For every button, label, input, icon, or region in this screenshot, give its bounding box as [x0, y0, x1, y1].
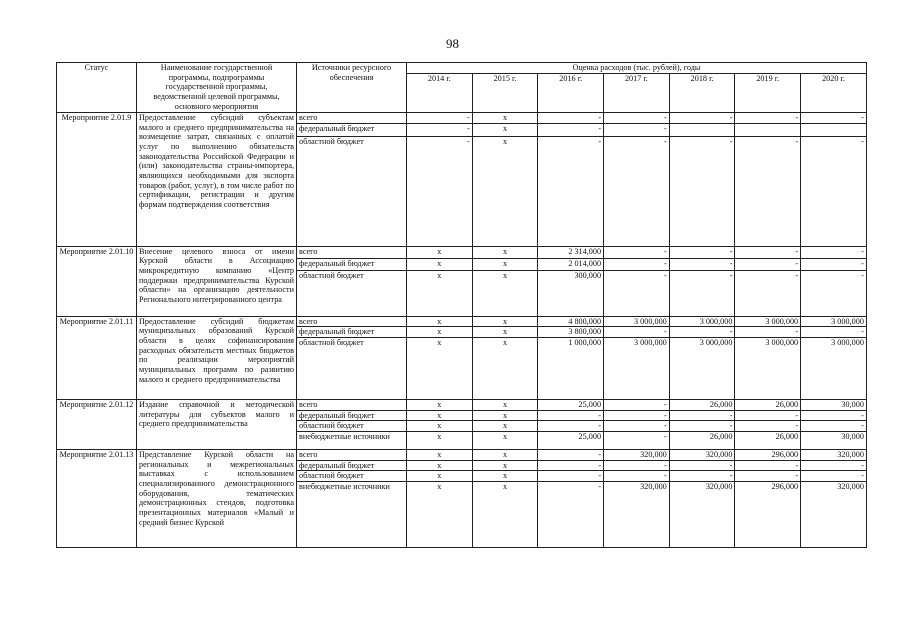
expense-value: -	[801, 421, 867, 432]
expense-value: 320,000	[669, 482, 735, 548]
table-row	[57, 113, 867, 124]
expense-value: -	[538, 136, 604, 246]
expense-value: 26,000	[669, 432, 735, 450]
expense-value: 3 000,000	[604, 338, 670, 400]
expense-value: 3 800,000	[538, 327, 604, 338]
expense-value: 320,000	[604, 482, 670, 548]
header-year: 2020 г.	[801, 74, 867, 113]
expense-value: -	[801, 136, 867, 246]
expense-value: -	[669, 327, 735, 338]
expense-value: 3 000,000	[604, 316, 670, 327]
expense-value: -	[407, 123, 473, 136]
header-year: 2019 г.	[735, 74, 801, 113]
measure-status: Мероприятие 2.01.11	[57, 316, 137, 399]
expense-value: -	[538, 482, 604, 548]
expense-value: х	[472, 113, 538, 124]
expense-value: 320,000	[801, 450, 867, 461]
expense-value: 296,000	[735, 450, 801, 461]
expense-value: -	[735, 327, 801, 338]
expense-value: 296,000	[735, 482, 801, 548]
expense-value: -	[735, 471, 801, 482]
header-estimate: Оценка расходов (тыс. рублей), годы	[407, 63, 867, 74]
expense-value: 26,000	[735, 400, 801, 411]
budget-table	[56, 62, 867, 548]
expense-value: х	[472, 400, 538, 411]
funding-source: всего	[297, 400, 407, 411]
header-year: 2018 г.	[669, 74, 735, 113]
funding-source: всего	[297, 450, 407, 461]
expense-value: -	[538, 460, 604, 471]
funding-source: областной бюджет	[297, 270, 407, 316]
header-year: 2017 г.	[604, 74, 670, 113]
expense-value: -	[801, 327, 867, 338]
expense-value: -	[604, 270, 670, 316]
expense-value: 3 000,000	[669, 316, 735, 327]
page-number: 98	[446, 36, 459, 51]
expense-value: -	[604, 471, 670, 482]
expense-value: х	[472, 410, 538, 421]
funding-source: федеральный бюджет	[297, 460, 407, 471]
expense-value: х	[407, 338, 473, 400]
funding-source: областной бюджет	[297, 421, 407, 432]
expense-value: 3 000,000	[735, 316, 801, 327]
expense-value: -	[538, 410, 604, 421]
expense-value: х	[407, 421, 473, 432]
expense-value: -	[669, 136, 735, 246]
expense-value: -	[538, 123, 604, 136]
expense-value: -	[407, 136, 473, 246]
expense-value: -	[407, 113, 473, 124]
expense-value: -	[604, 410, 670, 421]
expense-value: 3 000,000	[669, 338, 735, 400]
expense-value	[669, 123, 735, 136]
funding-source: всего	[297, 246, 407, 258]
expense-value: х	[472, 316, 538, 327]
funding-source: всего	[297, 316, 407, 327]
expense-value: 25,000	[538, 432, 604, 450]
expense-value: х	[472, 421, 538, 432]
expense-value: 320,000	[801, 482, 867, 548]
table-row	[57, 450, 867, 461]
expense-value: -	[801, 246, 867, 258]
expense-value: 4 800,000	[538, 316, 604, 327]
expense-value: 30,000	[801, 432, 867, 450]
funding-source: федеральный бюджет	[297, 123, 407, 136]
expense-value: -	[669, 410, 735, 421]
expense-value: -	[604, 400, 670, 411]
measure-description: Предоставление субсидий субъектам малого и среднего предпринимательства на возмещение затрат, связанных с оплатой услуг по выполнению обязательств законодательства Российской Федерации и (или) законодательства страны-импортера, являющихся необходимыми для экспорта товаров (работ, услуг), в том числе работ по сертификации, регистрации и другим формам подтверждения соответствия	[137, 113, 297, 247]
expense-value: х	[472, 482, 538, 548]
expense-value: -	[604, 113, 670, 124]
expense-value: 25,000	[538, 400, 604, 411]
funding-source: областной бюджет	[297, 136, 407, 246]
expense-value: -	[735, 258, 801, 270]
expense-value: -	[801, 258, 867, 270]
expense-value: х	[472, 338, 538, 400]
expense-value: х	[407, 450, 473, 461]
header-status: Статус	[57, 63, 137, 113]
expense-value: -	[801, 113, 867, 124]
expense-value: -	[669, 471, 735, 482]
measure-description: Представление Курской области на региональных и межрегиональных выставках с использованием специализированного демонстрационного оборудования, тематических демонстрационных стендов, подготовка презентационных материалов «Малый и средний бизнес Курской	[137, 450, 297, 548]
header-sources: Источники ресурсного обеспечения	[297, 63, 407, 113]
funding-source: внебюджетные источники	[297, 432, 407, 450]
expense-value: -	[604, 421, 670, 432]
expense-value: х	[472, 450, 538, 461]
measure-status: Мероприятие 2.01.9	[57, 113, 137, 247]
expense-value: -	[669, 113, 735, 124]
expense-value: х	[407, 327, 473, 338]
expense-value: х	[472, 471, 538, 482]
measure-description: Издание справочной и методической литературы для субъектов малого и среднего предпринимательства	[137, 400, 297, 450]
expense-value: -	[604, 136, 670, 246]
expense-value: -	[604, 123, 670, 136]
expense-value: х	[472, 123, 538, 136]
expense-value: х	[472, 460, 538, 471]
measure-description: Предоставление субсидий бюджетам муниципальных образований Курской области в целях софинансирования расходных обязательств местных бюджетов по реализации мероприятий муниципальных программ по развитию малого и среднего предпринимательства	[137, 316, 297, 399]
header-year: 2016 г.	[538, 74, 604, 113]
funding-source: федеральный бюджет	[297, 258, 407, 270]
expense-value: х	[407, 482, 473, 548]
expense-value: -	[669, 460, 735, 471]
funding-source: федеральный бюджет	[297, 327, 407, 338]
measure-status: Мероприятие 2.01.10	[57, 246, 137, 316]
expense-value: х	[472, 270, 538, 316]
expense-value: х	[407, 410, 473, 421]
table-row	[57, 316, 867, 327]
expense-value: -	[604, 432, 670, 450]
expense-value: 3 000,000	[801, 316, 867, 327]
funding-source: областной бюджет	[297, 471, 407, 482]
expense-value: 320,000	[669, 450, 735, 461]
expense-value: х	[407, 246, 473, 258]
expense-value: 2 014,000	[538, 258, 604, 270]
expense-value: х	[407, 316, 473, 327]
measure-description: Внесение целевого взноса от имени Курской области в Ассоциацию микрокредитную компанию «Центр поддержки предпринимательства Курской области» на организацию деятельности Регионального интегрированного центра	[137, 246, 297, 316]
expense-value: -	[669, 270, 735, 316]
expense-value: -	[604, 246, 670, 258]
expense-value: -	[538, 113, 604, 124]
expense-value: -	[538, 421, 604, 432]
expense-value: -	[735, 421, 801, 432]
expense-value: -	[604, 327, 670, 338]
expense-value: -	[538, 450, 604, 461]
measure-status: Мероприятие 2.01.13	[57, 450, 137, 548]
expense-value: х	[472, 327, 538, 338]
funding-source: областной бюджет	[297, 338, 407, 400]
expense-value: 3 000,000	[735, 338, 801, 400]
funding-source: внебюджетные источники	[297, 482, 407, 548]
expense-value: -	[669, 421, 735, 432]
expense-value: -	[604, 460, 670, 471]
expense-value: х	[407, 258, 473, 270]
expense-value: 3 000,000	[801, 338, 867, 400]
expense-value: -	[801, 410, 867, 421]
expense-value: -	[735, 460, 801, 471]
expense-value: х	[472, 246, 538, 258]
expense-value: -	[801, 270, 867, 316]
table-body	[57, 113, 867, 548]
header-year: 2014 г.	[407, 74, 473, 113]
expense-value: 320,000	[604, 450, 670, 461]
expense-value: 1 000,000	[538, 338, 604, 400]
expense-value: -	[669, 258, 735, 270]
expense-value: х	[407, 400, 473, 411]
expense-value: -	[669, 246, 735, 258]
expense-value: 2 314,000	[538, 246, 604, 258]
expense-value: -	[604, 258, 670, 270]
expense-value: 300,000	[538, 270, 604, 316]
table-row	[57, 246, 867, 258]
expense-value: -	[538, 471, 604, 482]
expense-value: 26,000	[735, 432, 801, 450]
expense-value: -	[735, 113, 801, 124]
measure-status: Мероприятие 2.01.12	[57, 400, 137, 450]
expense-value: х	[472, 432, 538, 450]
expense-value: 26,000	[669, 400, 735, 411]
expense-value: х	[407, 460, 473, 471]
expense-value: -	[801, 460, 867, 471]
expense-value: -	[735, 136, 801, 246]
expense-value: х	[407, 471, 473, 482]
table-row	[57, 400, 867, 411]
expense-value: х	[407, 432, 473, 450]
expense-value	[801, 123, 867, 136]
expense-value: 30,000	[801, 400, 867, 411]
expense-value: -	[735, 270, 801, 316]
expense-value	[735, 123, 801, 136]
expense-value: -	[735, 246, 801, 258]
header-name: Наименование государственной программы, подпрограммы государственной программы, ведомственной целевой программы, основного мероприятия	[137, 63, 297, 113]
expense-value: х	[472, 258, 538, 270]
expense-value: х	[472, 136, 538, 246]
header-year: 2015 г.	[472, 74, 538, 113]
funding-source: всего	[297, 113, 407, 124]
expense-value: х	[407, 270, 473, 316]
expense-value: -	[801, 471, 867, 482]
expense-value: -	[735, 410, 801, 421]
funding-source: федеральный бюджет	[297, 410, 407, 421]
